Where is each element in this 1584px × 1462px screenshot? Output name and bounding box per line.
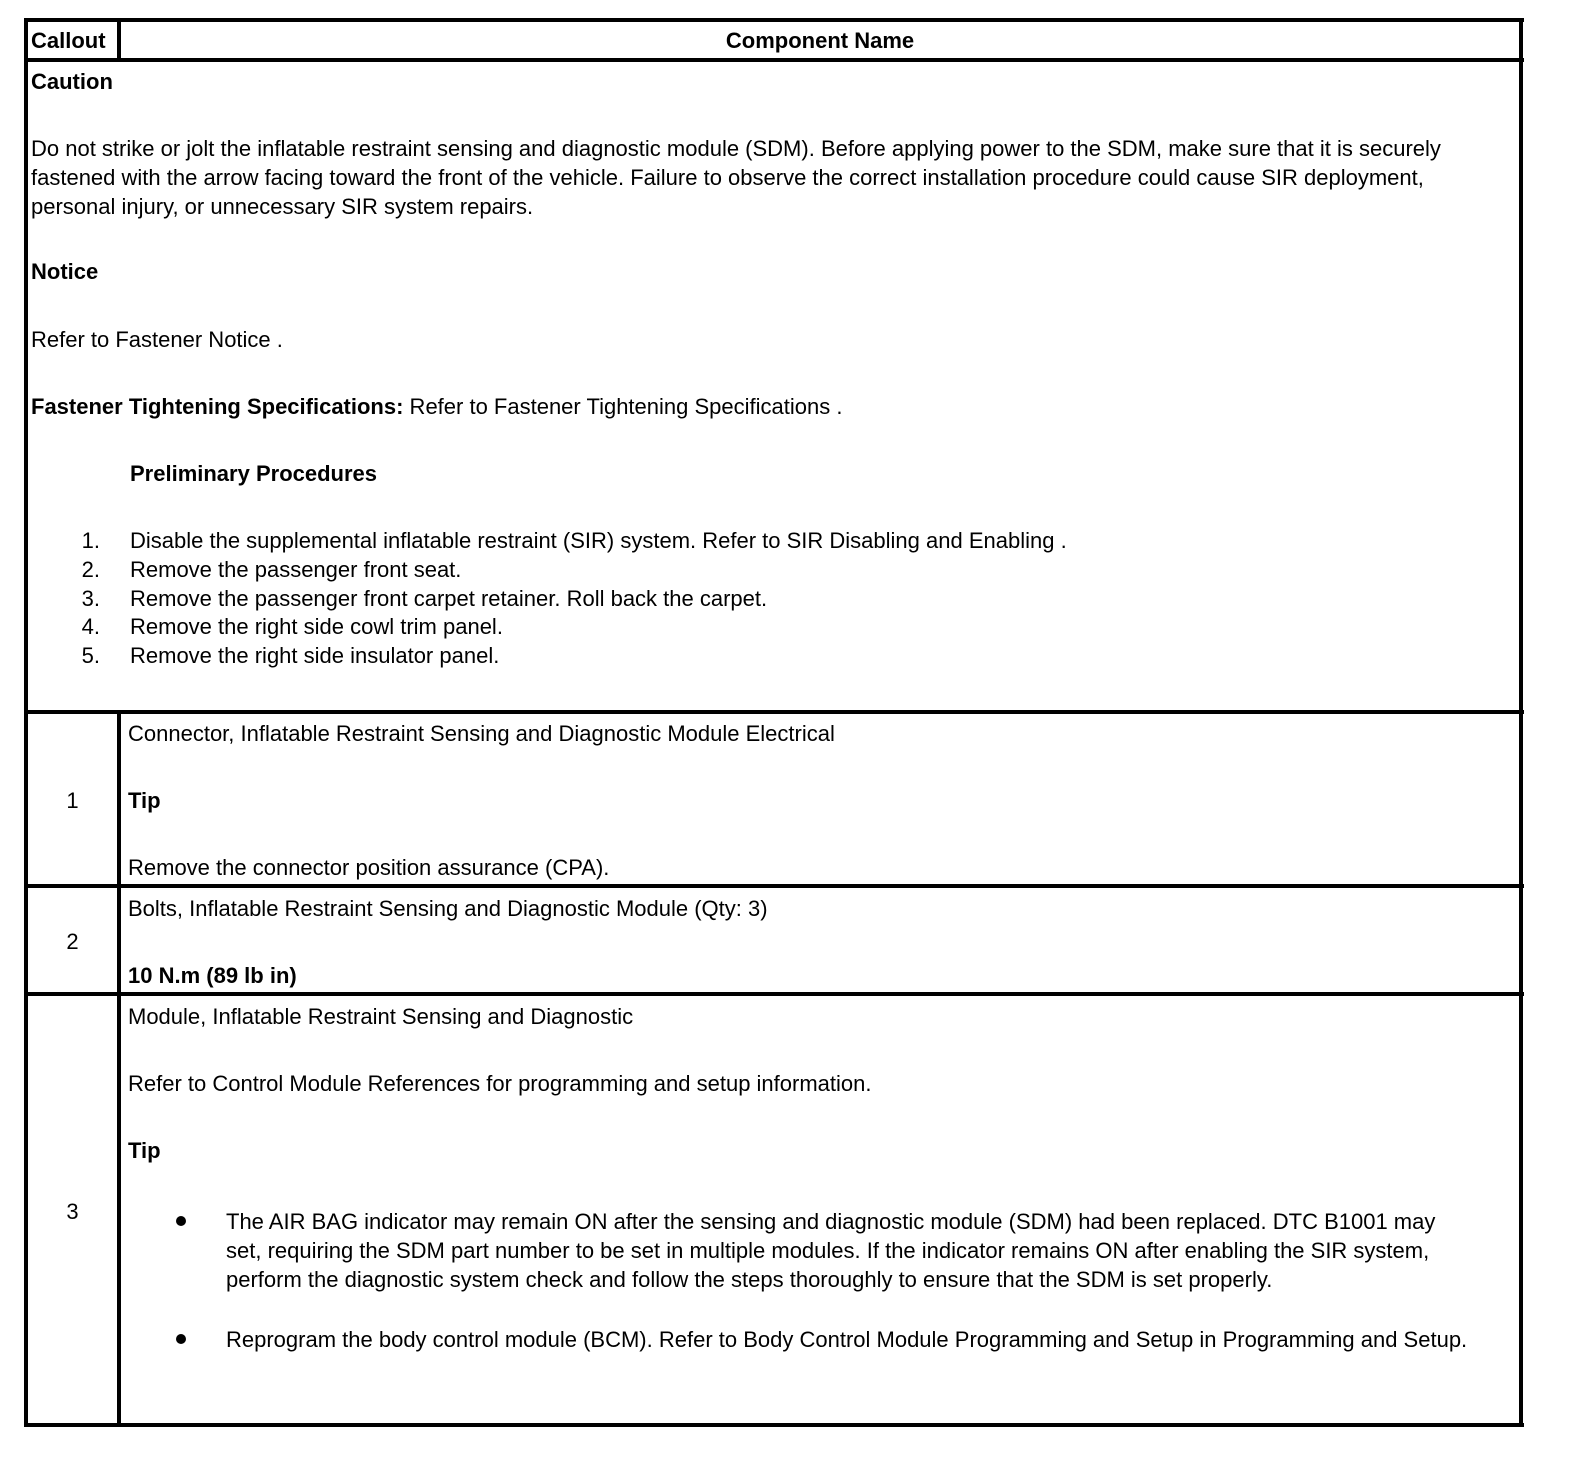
tip-text-1: Remove the connector position assurance (CPA). <box>128 855 610 880</box>
callout-1: 1 <box>66 788 79 813</box>
tip-bullet-2: Reprogram the body control module (BCM). Refer to Body Control Module Programming and Setup in Programming and Setup. <box>226 1327 1468 1352</box>
reference-text-3: Refer to Control Module References for programming and setup information. <box>128 1071 872 1096</box>
callout-2: 2 <box>66 929 79 954</box>
header-divider <box>24 58 1524 62</box>
step-number: 5. <box>81 643 100 668</box>
bullet-icon <box>176 1334 186 1344</box>
table-border-bottom <box>24 1423 1524 1427</box>
tip-title-3: Tip <box>128 1138 161 1163</box>
step-text: Remove the right side cowl trim panel. <box>130 614 503 639</box>
tip-title-1: Tip <box>128 788 161 813</box>
caution-title: Caution <box>31 69 113 94</box>
table-border-top <box>24 18 1524 22</box>
tip-bullet-1: The AIR BAG indicator may remain ON after the sensing and diagnostic module (SDM) had been replaced. DTC B1001 may set, requiring the SDM part number to be set in multiple modules. If the indicator remains ON after enabling the SIR system, perform the diagnostic system check and follow the steps thoroughly to ensure that the SDM is set properly. <box>226 1209 1436 1292</box>
row-divider-1 <box>24 710 1524 714</box>
step-text: Remove the right side insulator panel. <box>130 643 500 668</box>
table-border-right <box>1519 18 1523 1427</box>
step-number: 1. <box>81 528 100 553</box>
callout-3: 3 <box>66 1199 79 1224</box>
preliminary-title: Preliminary Procedures <box>130 461 378 486</box>
caution-text: Do not strike or jolt the inflatable restraint sensing and diagnostic module (SDM). Before applying power to the SDM, make sure that it is securely fastened with the arrow facing toward the front of the vehicle. Failure to observe the correct installation procedure could cause SIR deployment, personal injury, or unnecessary SIR system repairs. <box>31 136 1441 219</box>
step-text: Disable the supplemental inflatable restraint (SIR) system. Refer to SIR Disabling and Enabling . <box>130 528 1067 553</box>
step-number: 4. <box>81 614 100 639</box>
step-number: 2. <box>81 557 100 582</box>
step-text: Remove the passenger front carpet retainer. Roll back the carpet. <box>130 586 768 611</box>
spec-text: Refer to Fastener Tightening Specifications . <box>403 394 843 419</box>
column-divider-rows <box>117 710 121 1426</box>
step-text: Remove the passenger front seat. <box>130 557 462 582</box>
component-name-2: Bolts, Inflatable Restraint Sensing and Diagnostic Module (Qty: 3) <box>128 896 768 921</box>
component-name-3: Module, Inflatable Restraint Sensing and Diagnostic <box>128 1004 634 1029</box>
fastener-spec <box>31 392 842 421</box>
header-callout: Callout <box>31 28 106 53</box>
torque-spec-2: 10 N.m (89 lb in) <box>128 963 297 988</box>
spec-label: Fastener Tightening Specifications: <box>31 394 404 419</box>
row-divider-2 <box>24 884 1524 888</box>
header-component-name: Component Name <box>725 28 915 53</box>
component-name-1: Connector, Inflatable Restraint Sensing and Diagnostic Module Electrical <box>128 721 835 746</box>
notice-text: Refer to Fastener Notice . <box>31 327 283 352</box>
step-number: 3. <box>81 586 100 611</box>
bullet-icon <box>176 1216 186 1226</box>
row-divider-3 <box>24 992 1524 996</box>
notice-title: Notice <box>31 259 99 284</box>
